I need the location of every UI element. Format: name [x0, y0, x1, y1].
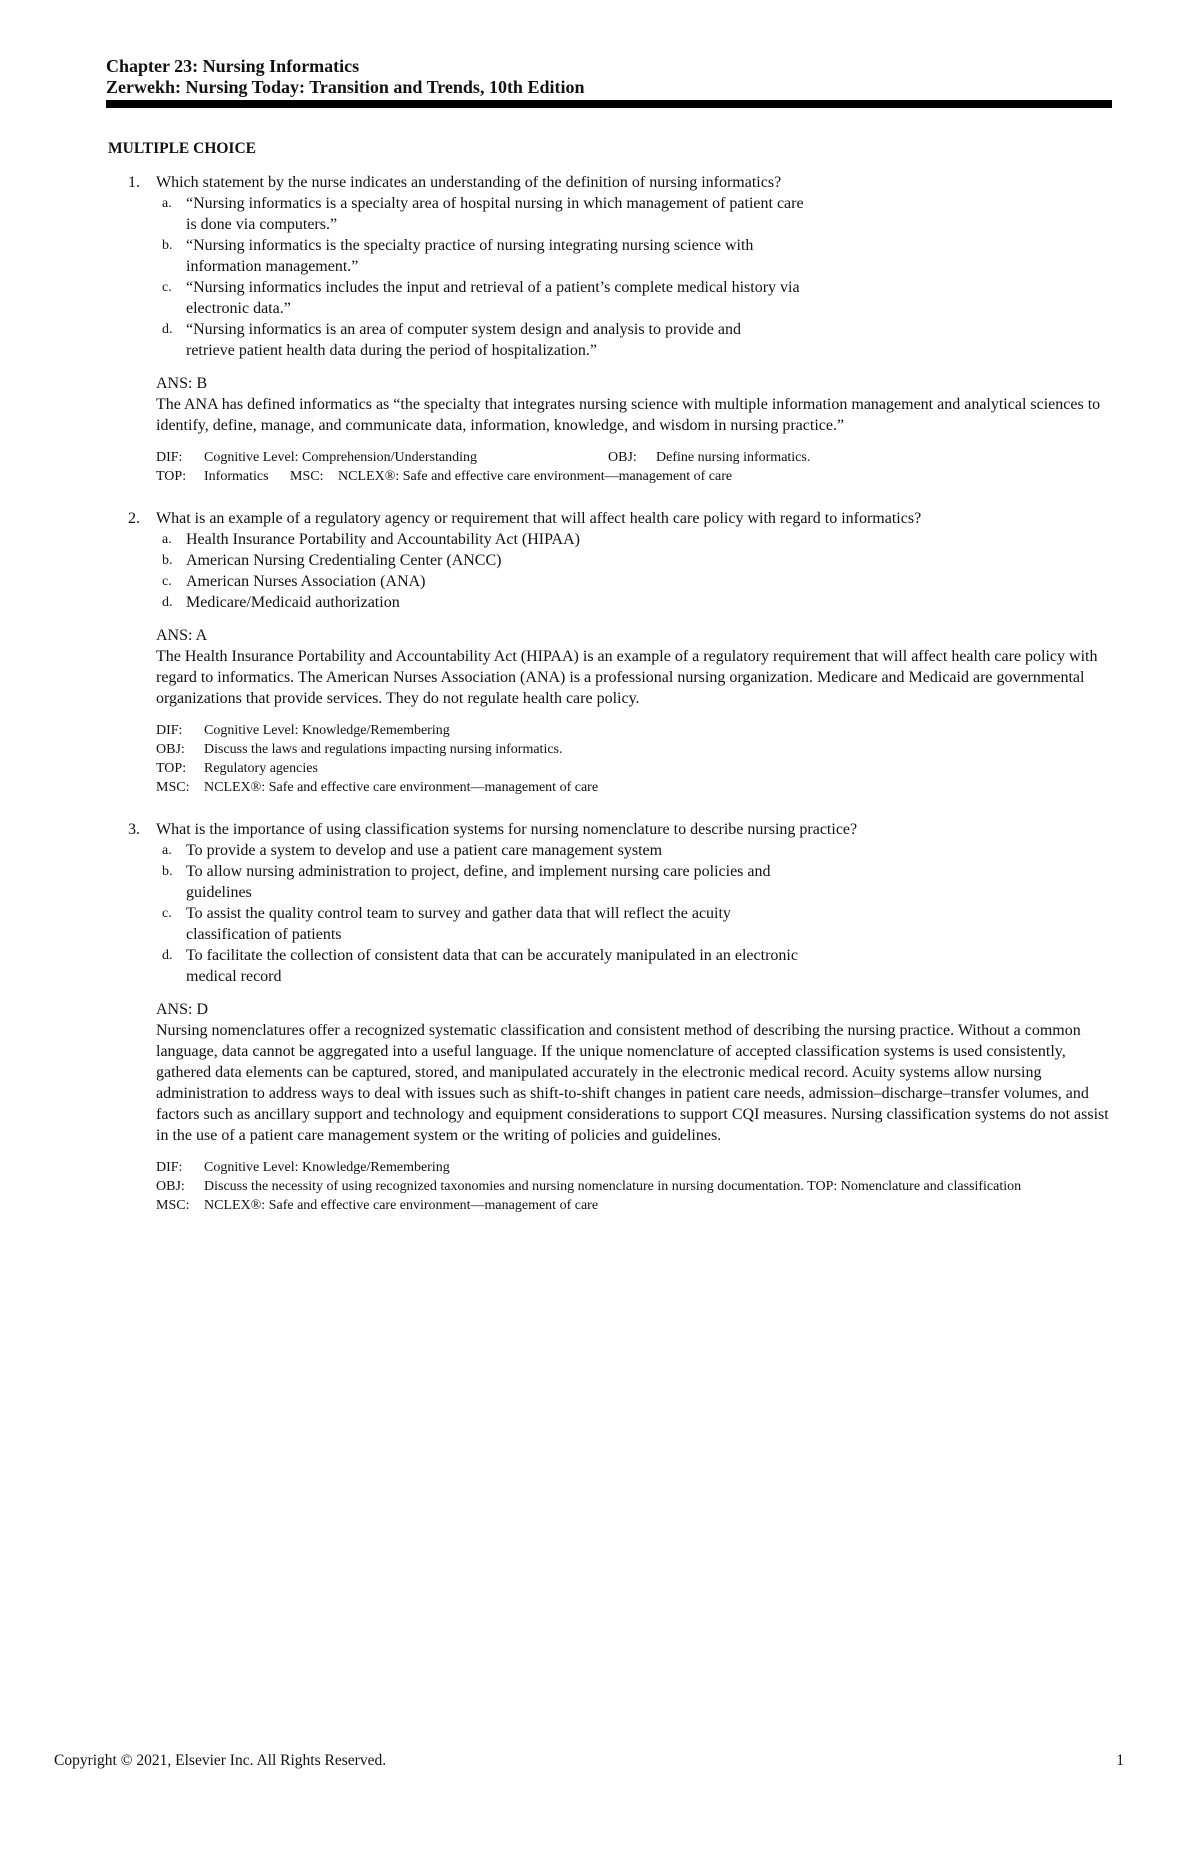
question-metadata	[156, 721, 1108, 797]
option-c	[156, 571, 1108, 592]
msc-value: NCLEX®: Safe and effective care environment—management of care	[204, 1198, 599, 1213]
option-c	[156, 903, 1108, 945]
question-text: What is an example of a regulatory agency or requirement that will affect health care policy with regard to informatics?	[156, 510, 922, 527]
option-b	[156, 861, 1108, 903]
section-title: MULTIPLE CHOICE	[108, 140, 256, 157]
option-letter: d.	[162, 595, 173, 610]
question-text: Which statement by the nurse indicates an understanding of the definition of nursing informatics?	[156, 174, 782, 191]
question-metadata	[156, 448, 1108, 486]
obj-inline	[608, 448, 810, 467]
question-metadata	[156, 1158, 1108, 1215]
option-text: “Nursing informatics is a specialty area of hospital nursing in which management of patient care is done via computers.”	[186, 195, 804, 233]
msc-value: NCLEX®: Safe and effective care environment—management of care	[204, 780, 599, 795]
meta-row	[156, 1158, 1108, 1177]
page-footer	[54, 1752, 1124, 1770]
option-letter: a.	[162, 843, 172, 858]
option-text: “Nursing informatics is the specialty practice of nursing integrating nursing science with information management.”	[186, 237, 754, 275]
obj-label: OBJ:	[608, 450, 637, 465]
document-header	[106, 56, 1112, 108]
option-letter: c.	[162, 906, 172, 921]
option-b	[156, 550, 1108, 571]
dif-value: Cognitive Level: Comprehension/Understanding	[204, 450, 477, 465]
top-label: TOP:	[156, 761, 187, 776]
option-letter: a.	[162, 196, 172, 211]
option-d	[156, 945, 1108, 987]
option-text: Health Insurance Portability and Accountability Act (HIPAA)	[186, 531, 580, 548]
option-text: To facilitate the collection of consistent data that can be accurately manipulated in an electronic medical record	[186, 947, 798, 985]
option-text: American Nurses Association (ANA)	[186, 573, 426, 590]
option-letter: b.	[162, 238, 173, 253]
option-letter: b.	[162, 864, 173, 879]
option-text: To provide a system to develop and use a patient care management system	[186, 842, 663, 859]
answer-options	[156, 529, 1108, 613]
question-2	[108, 508, 1108, 797]
msc-label: MSC:	[156, 1198, 190, 1213]
dif-value: Cognitive Level: Knowledge/Remembering	[204, 1160, 450, 1175]
meta-row	[156, 740, 1108, 759]
option-letter: c.	[162, 574, 172, 589]
meta-row	[156, 1196, 1108, 1215]
option-letter: d.	[162, 322, 173, 337]
question-number: 1.	[128, 174, 140, 191]
meta-row	[156, 778, 1108, 797]
top-value: Informatics	[204, 469, 269, 484]
question-3	[108, 819, 1108, 1215]
answer-options	[156, 193, 1108, 361]
option-d	[156, 592, 1108, 613]
question-number: 2.	[128, 510, 140, 527]
meta-row	[156, 1177, 1106, 1196]
top-value: Regulatory agencies	[204, 761, 318, 776]
rationale-text: Nursing nomenclatures offer a recognized systematic classification and consistent method of describing the nursing practice. Without a common language, data cannot be aggregated into a useful language. If the unique nomenclature of accepted classification systems is used consistently, gathered data elements can be captured, stored, and manipulated accurately in the electronic medical record. Acuity systems allow nursing administration to address ways to deal with issues such as shift-to-shift changes in patient care needs, admission–discharge–transfer volumes, and factors such as ancillary support and technology and equipment considerations to support CQI measures. Nursing classification systems do not assist in the use of a patient care management system or the writing of policies and guidelines.	[156, 1022, 1109, 1144]
question-stem	[108, 508, 1108, 529]
obj-value: Define nursing informatics.	[656, 450, 811, 465]
answer-block	[156, 373, 1108, 436]
meta-row	[156, 721, 1108, 740]
option-a	[156, 840, 1108, 861]
msc-value: NCLEX®: Safe and effective care environment—management of care	[338, 469, 733, 484]
option-a	[156, 529, 1108, 550]
question-stem	[108, 819, 1108, 840]
meta-row	[156, 448, 1108, 467]
msc-label: MSC:	[156, 780, 190, 795]
option-letter: c.	[162, 280, 172, 295]
question-stem	[108, 172, 1108, 193]
answer-options	[156, 840, 1108, 987]
answer-block	[156, 625, 1108, 709]
option-letter: a.	[162, 532, 172, 547]
answer-key: ANS: B	[156, 375, 208, 392]
obj-label: OBJ:	[156, 742, 185, 757]
option-c	[156, 277, 1108, 319]
header-rule	[106, 100, 1112, 108]
book-title: Zerwekh: Nursing Today: Transition and Trends, 10th Edition	[106, 77, 585, 97]
option-a	[156, 193, 1108, 235]
option-text: American Nursing Credentialing Center (ANCC)	[186, 552, 502, 569]
meta-row	[156, 759, 1108, 778]
option-text: “Nursing informatics includes the input and retrieval of a patient’s complete medical history via electronic data.”	[186, 279, 800, 317]
answer-key: ANS: D	[156, 1001, 209, 1018]
rationale-text: The Health Insurance Portability and Accountability Act (HIPAA) is an example of a regulatory requirement that will affect health care policy with regard to informatics. The American Nurses Association (ANA) is a professional nursing organization. Medicare and Medicaid are governmental organizations that provide services. They do not regulate health care policy.	[156, 648, 1098, 707]
page-number: 1	[1116, 1752, 1124, 1769]
top-label: TOP:	[156, 469, 187, 484]
option-text: Medicare/Medicaid authorization	[186, 594, 400, 611]
option-letter: b.	[162, 553, 173, 568]
question-1	[108, 172, 1108, 486]
option-text: To allow nursing administration to project, define, and implement nursing care policies and guidelines	[186, 863, 771, 901]
dif-label: DIF:	[156, 1160, 183, 1175]
option-d	[156, 319, 1108, 361]
dif-label: DIF:	[156, 723, 183, 738]
chapter-title: Chapter 23: Nursing Informatics	[106, 56, 360, 76]
obj-value: Discuss the laws and regulations impacting nursing informatics.	[204, 742, 563, 757]
question-number: 3.	[128, 821, 140, 838]
option-letter: d.	[162, 948, 173, 963]
option-text: To assist the quality control team to survey and gather data that will reflect the acuity classification of patients	[186, 905, 731, 943]
meta-row	[156, 467, 1108, 486]
dif-value: Cognitive Level: Knowledge/Remembering	[204, 723, 450, 738]
option-b	[156, 235, 1108, 277]
obj-label: OBJ:	[156, 1179, 185, 1194]
option-text: “Nursing informatics is an area of computer system design and analysis to provide and retrieve patient health data during the period of hospitalization.”	[186, 321, 741, 359]
rationale-text: The ANA has defined informatics as “the specialty that integrates nursing science with multiple information management and analytical sciences to identify, define, manage, and communicate data, information, knowledge, and wisdom in nursing practice.”	[156, 396, 1101, 434]
question-text: What is the importance of using classification systems for nursing nomenclature to describe nursing practice?	[156, 821, 858, 838]
obj-value: Discuss the necessity of using recognized taxonomies and nursing nomenclature in nursing documentation. TOP: Nomenclature and classification	[204, 1179, 1022, 1194]
answer-block	[156, 999, 1108, 1146]
questions-list	[108, 172, 1108, 1237]
dif-label: DIF:	[156, 450, 183, 465]
msc-label: MSC:	[290, 469, 324, 484]
answer-key: ANS: A	[156, 627, 208, 644]
copyright-text: Copyright © 2021, Elsevier Inc. All Rights Reserved.	[54, 1752, 387, 1769]
